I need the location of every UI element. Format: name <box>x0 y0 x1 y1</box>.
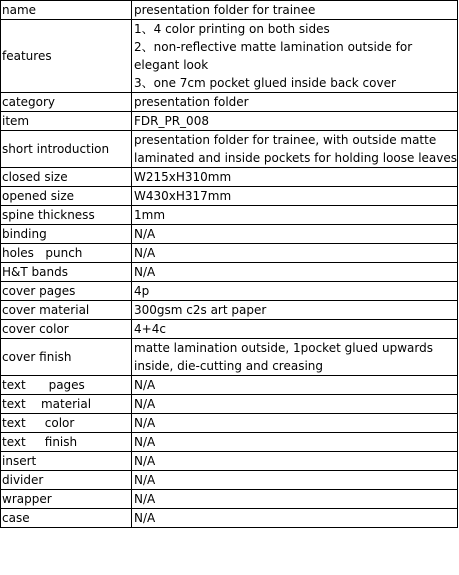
row-label: item <box>1 112 132 131</box>
row-value-line: N/A <box>134 492 156 506</box>
row-value <box>132 168 458 187</box>
row-value <box>132 93 458 112</box>
row-value-line: N/A <box>134 378 156 392</box>
row-value-line: 1mm <box>134 208 166 222</box>
row-value-line: N/A <box>134 473 156 487</box>
row-value-line: 300gsm c2s art paper <box>134 303 267 317</box>
table-row <box>1 509 458 528</box>
row-value <box>132 131 458 168</box>
row-value <box>132 376 458 395</box>
row-value <box>132 187 458 206</box>
spec-table-body <box>1 1 458 528</box>
row-value <box>132 320 458 339</box>
row-value <box>132 433 458 452</box>
row-label: opened size <box>1 187 132 206</box>
table-row <box>1 452 458 471</box>
row-value-line: 3、one 7cm pocket glued inside back cover <box>134 76 396 90</box>
row-label: insert <box>1 452 132 471</box>
row-label: cover material <box>1 301 132 320</box>
row-label: text material <box>1 395 132 414</box>
row-label: holes punch <box>1 244 132 263</box>
table-row <box>1 206 458 225</box>
row-label: short introduction <box>1 131 132 168</box>
row-value-line: 1、4 color printing on both sides <box>134 22 330 36</box>
row-label: category <box>1 93 132 112</box>
row-value <box>132 414 458 433</box>
row-value-line: N/A <box>134 511 156 525</box>
row-label: cover pages <box>1 282 132 301</box>
table-row <box>1 376 458 395</box>
row-label: cover color <box>1 320 132 339</box>
table-row <box>1 282 458 301</box>
table-row <box>1 339 458 376</box>
row-value-line: presentation folder for trainee <box>134 3 316 17</box>
row-value <box>132 225 458 244</box>
row-value-line: N/A <box>134 227 156 241</box>
row-value <box>132 263 458 282</box>
table-row <box>1 187 458 206</box>
row-value <box>132 282 458 301</box>
row-label: text pages <box>1 376 132 395</box>
row-value-line: presentation folder for trainee, with outside matte laminated and inside pockets for holding loose leaves <box>134 133 458 165</box>
table-row <box>1 225 458 244</box>
row-value <box>132 112 458 131</box>
row-value-line: W215xH310mm <box>134 170 232 184</box>
row-value-line: 4p <box>134 284 150 298</box>
row-label: wrapper <box>1 490 132 509</box>
row-value <box>132 1 458 20</box>
row-value-line: W430xH317mm <box>134 189 232 203</box>
row-value <box>132 20 458 93</box>
row-label: text finish <box>1 433 132 452</box>
row-value <box>132 244 458 263</box>
row-label: binding <box>1 225 132 244</box>
table-row <box>1 301 458 320</box>
row-value-line: FDR_PR_008 <box>134 114 209 128</box>
row-value <box>132 206 458 225</box>
row-value <box>132 395 458 414</box>
row-value-line: matte lamination outside, 1pocket glued upwards inside, die-cutting and creasing <box>134 341 437 373</box>
table-row <box>1 414 458 433</box>
table-row <box>1 490 458 509</box>
table-row <box>1 1 458 20</box>
table-row <box>1 112 458 131</box>
row-label: cover finish <box>1 339 132 376</box>
row-value <box>132 452 458 471</box>
row-value-line: N/A <box>134 397 156 411</box>
table-row <box>1 168 458 187</box>
table-row <box>1 20 458 93</box>
row-value-line: N/A <box>134 246 156 260</box>
row-value-line: presentation folder <box>134 95 249 109</box>
table-row <box>1 320 458 339</box>
row-label: name <box>1 1 132 20</box>
row-value-line: N/A <box>134 265 156 279</box>
row-value-line: N/A <box>134 435 156 449</box>
row-value <box>132 509 458 528</box>
table-row <box>1 263 458 282</box>
row-value-line: N/A <box>134 454 156 468</box>
table-row <box>1 395 458 414</box>
row-label: spine thickness <box>1 206 132 225</box>
row-value <box>132 471 458 490</box>
table-row <box>1 244 458 263</box>
row-label: closed size <box>1 168 132 187</box>
table-row <box>1 471 458 490</box>
table-row <box>1 433 458 452</box>
row-label: H&T bands <box>1 263 132 282</box>
table-row <box>1 131 458 168</box>
row-value <box>132 339 458 376</box>
row-label: case <box>1 509 132 528</box>
row-value <box>132 490 458 509</box>
row-label: divider <box>1 471 132 490</box>
row-value-line: 2、non-reflective matte lamination outside for elegant look <box>134 40 416 72</box>
row-value-line: N/A <box>134 416 156 430</box>
row-value <box>132 301 458 320</box>
row-value-line: 4+4c <box>134 322 166 336</box>
row-label: text color <box>1 414 132 433</box>
row-label: features <box>1 20 132 93</box>
table-row <box>1 93 458 112</box>
